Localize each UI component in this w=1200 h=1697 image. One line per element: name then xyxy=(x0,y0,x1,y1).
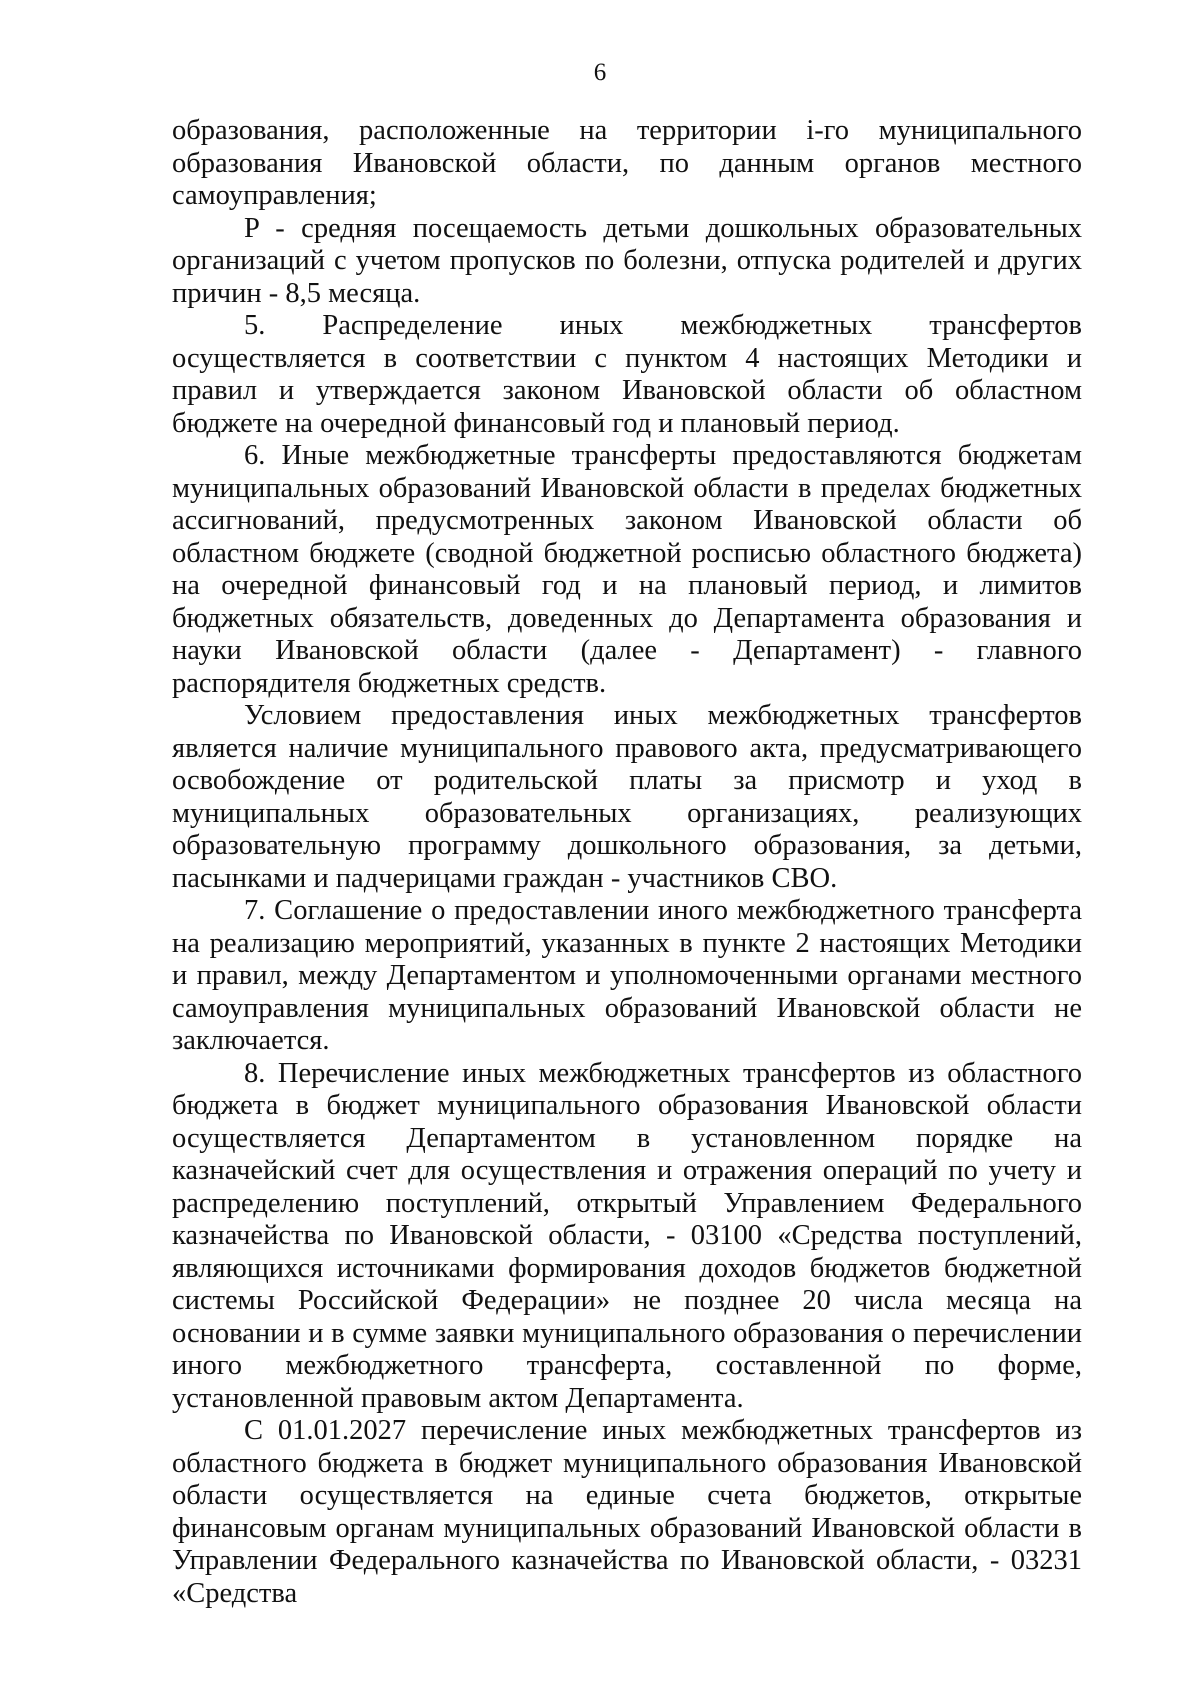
paragraph-item-8: 8. Перечисление иных межбюджетных трансфертов из областного бюджета в бюджет муниципального образования Ивановской области осуществляется Департаментом в установленном порядке на казначейский счет для осуществления и отражения операций по учету и распределению поступлений, открытый Управлением Федерального казначейства по Ивановской области, - 03100 «Средства поступлений, являющихся источниками формирования доходов бюджетов бюджетной системы Российской Федерации» не позднее 20 числа месяца на основании и в сумме заявки муниципального образования о перечислении иного межбюджетного трансферта, составленной по форме, установленной правовым актом Департамента. xyxy=(172,1057,1082,1414)
paragraph-continuation-formula-definition: образования, расположенные на территории i-го муниципального образования Ивановской области, по данным органов местного самоуправления; xyxy=(172,115,1082,211)
paragraph-item-7: 7. Соглашение о предоставлении иного межбюджетного трансферта на реализацию мероприятий, указанных в пункте 2 настоящих Методики и правил, между Департаментом и уполномоченными органами местного самоуправления муниципальных образований Ивановской области не заключается. xyxy=(172,895,1082,1056)
paragraph-attendance-definition: P - средняя посещаемость детьми дошкольных образовательных организаций с учетом пропусков по болезни, отпуска родителей и других причин - 8,5 месяца. xyxy=(172,212,1082,309)
paragraph-item-5: 5. Распределение иных межбюджетных трансфертов осуществляется в соответствии с пунктом 4 настоящих Методики и правил и утверждается законом Ивановской области об областном бюджете на очередной финансовый год и плановый период. xyxy=(172,310,1082,439)
paragraph-item-6: 6. Иные межбюджетные трансферты предоставляются бюджетам муниципальных образований Ивановской области в пределах бюджетных ассигнований, предусмотренных законом Ивановской области об областном бюджете (сводной бюджетной росписью областного бюджета) на очередной финансовый год и на плановый период, и лимитов бюджетных обязательств, доведенных до Департамента образования и науки Ивановской области (далее - Департамент) - главного распорядителя бюджетных средств. xyxy=(172,440,1082,699)
page-number: 6 xyxy=(593,59,607,86)
document-body xyxy=(172,115,1082,1610)
paragraph-from-2027: С 01.01.2027 перечисление иных межбюджетных трансфертов из областного бюджета в бюджет муниципального образования Ивановской области осуществляется на единые счета бюджетов, открытые финансовым органам муниципальных образований Ивановской области в Управлении Федерального казначейства по Ивановской области, - 03231 «Средства xyxy=(172,1415,1082,1609)
paragraph-condition: Условием предоставления иных межбюджетных трансфертов является наличие муниципального правового акта, предусматривающего освобождение от родительской платы за присмотр и уход в муниципальных образовательных организациях, реализующих образовательную программу дошкольного образования, за детьми, пасынками и падчерицами граждан - участников СВО. xyxy=(172,700,1082,894)
